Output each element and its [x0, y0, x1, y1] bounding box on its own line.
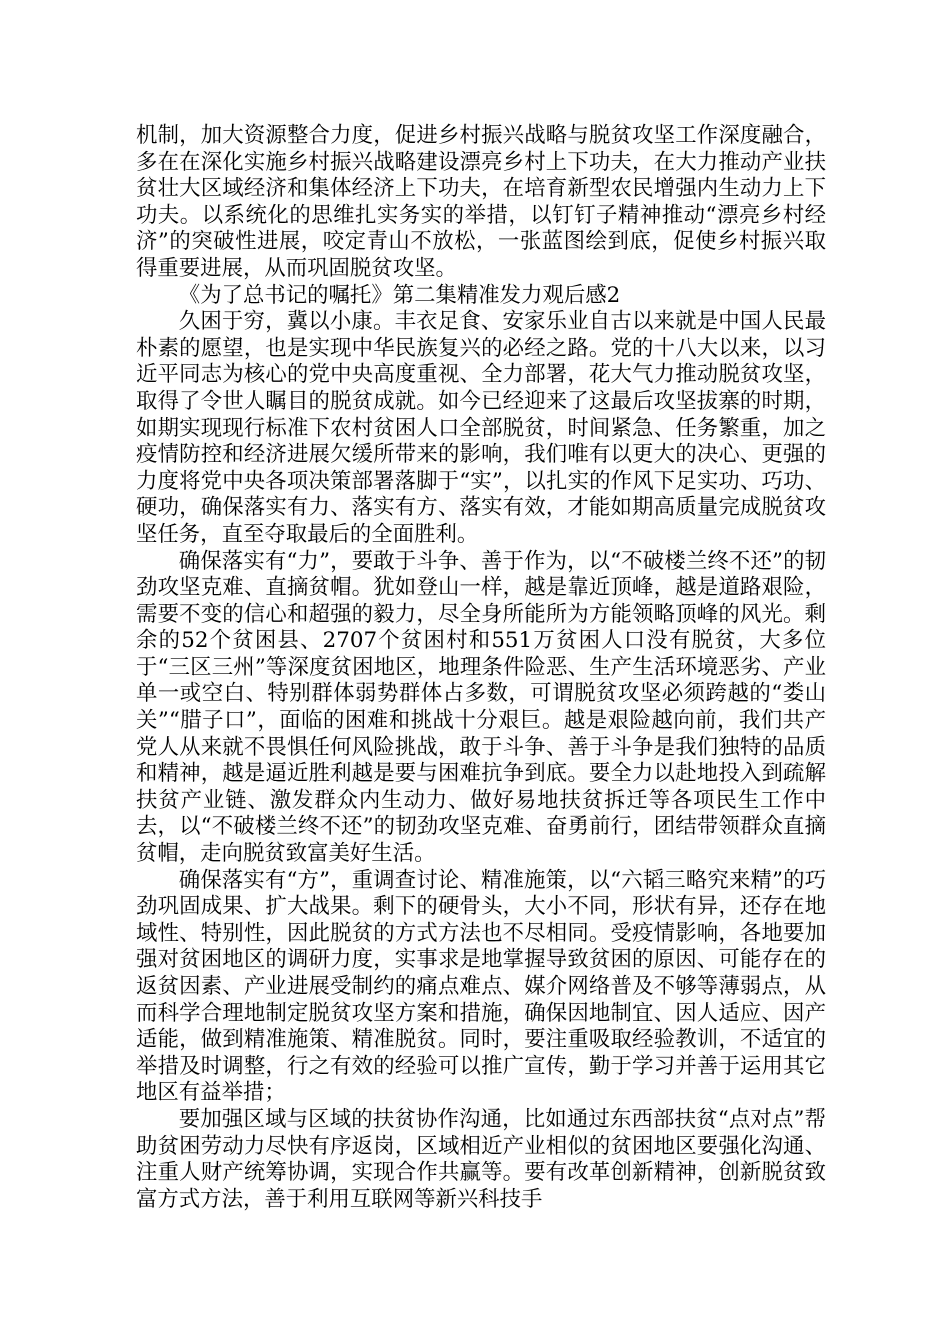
- paragraph-strength: 确保落实有“力”，要敢于斗争、善于作为，以“不破楼兰终不还”的韧劲攻坚克难、直摘贫帽。犹如登山一样，越是靠近顶峰，越是道路艰险，需要不变的信心和超强的毅力，尽全身所能所为方能领略顶峰的风光。剩余的52个贫困县、2707个贫困村和551万贫困人口没有脱贫，大多位于“三区三州”等深度贫困地区，地理条件险恶、生产生活环境恶劣、产业单一或空白、特别群体弱势群体占多数，可谓脱贫攻坚必须跨越的“娄山关”“腊子口”，面临的困难和挑战十分艰巨。越是艰险越向前，我们共产党人从来就不畏惧任何风险挑战，敢于斗争、善于斗争是我们独特的品质和精神，越是逼近胜利越是要与困难抗争到底。要全力以赴地投入到疏解扶贫产业链、激发群众内生动力、做好易地扶贫拆迁等各项民生工作中去，以“不破楼兰终不还”的韧劲攻坚克难、奋勇前行，团结带领群众直摘贫帽，走向脱贫致富美好生活。: [136, 548, 826, 867]
- paragraph-continued: 机制，加大资源整合力度，促进乡村振兴战略与脱贫攻坚工作深度融合，多在在深化实施乡村振兴战略建设漂亮乡村上下功夫，在大力推动产业扶贫壮大区域经济和集体经济上下功夫，在培育新型农民增强内生动力上下功夫。以系统化的思维扎实务实的举措，以钉钉子精神推动“漂亮乡村经济”的突破性进展，咬定青山不放松，一张蓝图绘到底，促使乡村振兴取得重要进展，从而巩固脱贫攻坚。: [136, 123, 826, 281]
- paragraph-intro: 久困于穷，冀以小康。丰衣足食、安家乐业自古以来就是中国人民最朴素的愿望，也是实现中华民族复兴的必经之路。党的十八大以来，以习近平同志为核心的党中央高度重视、全力部署，花大气力推动脱贫攻坚，取得了令世人瞩目的脱贫成就。如今已经迎来了这最后攻坚拔寨的时期，如期实现现行标准下农村贫困人口全部脱贫，时间紧急、任务繁重，加之疫情防控和经济进展欠缓所带来的影响，我们唯有以更大的决心、更强的力度将党中央各项决策部署落脚于“实”，以扎实的作风下足实功、巧功、硬功，确保落实有力、落实有方、落实有效，才能如期高质量完成脱贫攻坚任务，直至夺取最后的全面胜利。: [136, 309, 826, 547]
- paragraph-method: 确保落实有“方”，重调查讨论、精准施策，以“六韬三略究来精”的巧劲巩固成果、扩大战果。剩下的硬骨头，大小不同，形状有异，还存在地域性、特别性，因此脱贫的方式方法也不尽相同。受疫情影响，各地要加强对贫困地区的调研力度，实事求是地掌握导致贫困的原因、可能存在的返贫因素、产业进展受制约的痛点难点、媒介网络普及不够等薄弱点，从而科学合理地制定脱贫攻坚方案和措施，确保因地制宜、因人适应、因产适能，做到精准施策、精准脱贫。同时，要注重吸取经验教训，不适宜的举措及时调整，行之有效的经验可以推广宣传，勤于学习并善于运用其它地区有益举措；: [136, 867, 826, 1106]
- paragraph-cooperation: 要加强区域与区域的扶贫协作沟通，比如通过东西部扶贫“点对点”帮助贫困劳动力尽快有序返岗，区域相近产业相似的贫困地区要强化沟通、注重人财产统筹协调，实现合作共赢等。要有改革创新精神，创新脱贫致富方式方法，善于利用互联网等新兴科技手: [136, 1106, 826, 1212]
- document-page: [136, 123, 826, 1213]
- section-title: 《为了总书记的嘱托》第二集精准发力观后感2: [178, 282, 621, 308]
